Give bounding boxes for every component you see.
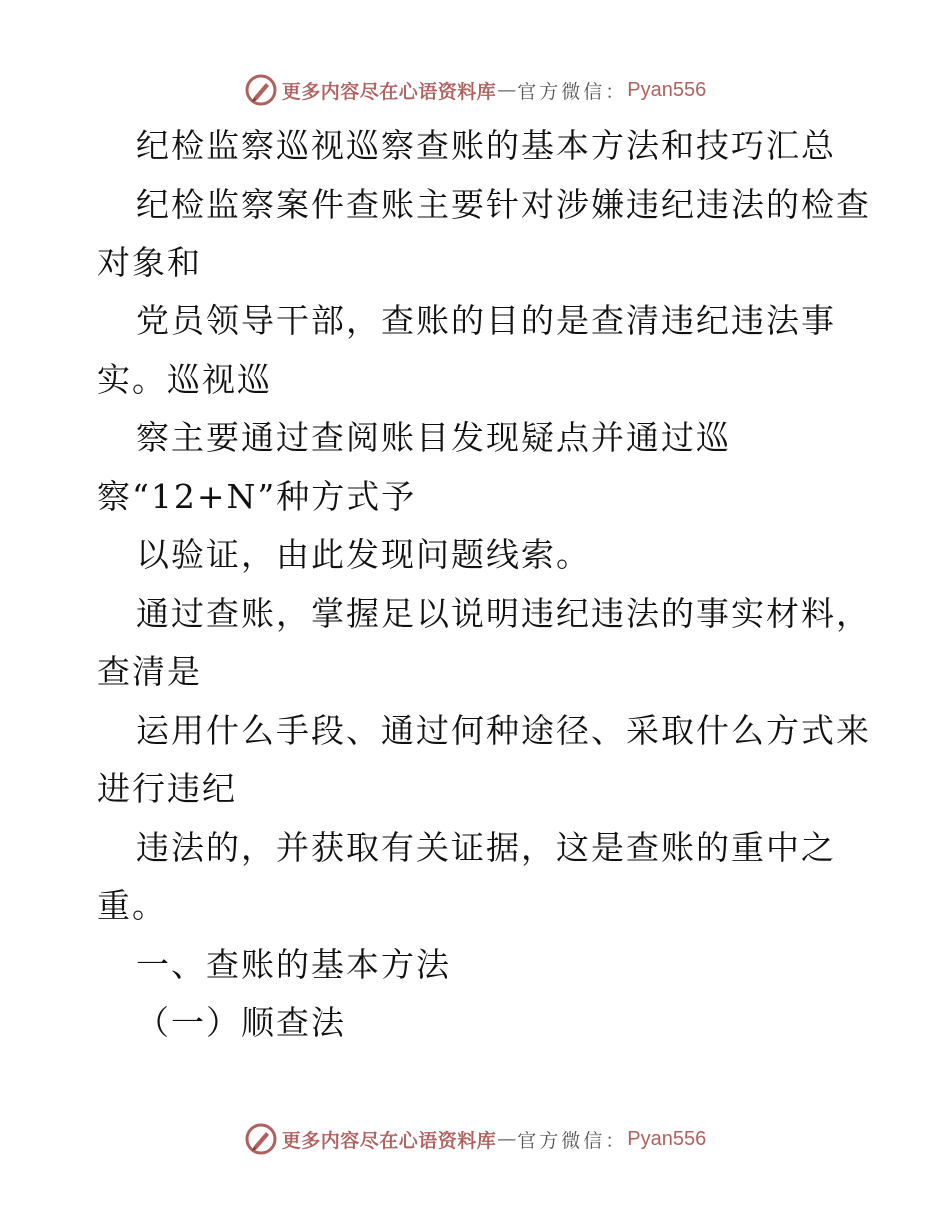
paragraph-line: 违法的，并获取有关证据，这是查账的重中之	[136, 828, 836, 867]
banner-separator: —	[497, 1128, 517, 1150]
banner-wechat-label: 官方微信：	[517, 80, 628, 103]
paragraph-line: 以验证，由此发现问题线索。	[136, 535, 591, 574]
footer-banner	[0, 1119, 950, 1159]
paragraph-line: 通过查账，掌握足以说明违纪违法的事实材料，	[136, 594, 871, 633]
paragraph-line: 纪检监察案件查账主要针对涉嫌违纪违法的检查	[136, 185, 871, 224]
paragraph-line: 查清是	[97, 652, 202, 691]
paragraph-line: 运用什么手段、通过何种途径、采取什么方式来	[136, 711, 871, 750]
paragraph-line: 进行违纪	[97, 769, 237, 808]
pen-logo-icon	[244, 1122, 278, 1156]
paragraph-line: 察主要通过查阅账目发现疑点并通过巡	[136, 418, 731, 457]
banner-title: 更多内容尽在心语资料库	[281, 80, 497, 103]
paragraph-line: 察“12+N”种方式予	[97, 477, 417, 516]
banner-wechat-id: Pyan556	[627, 1127, 707, 1150]
paragraph-line: 实。巡视巡	[97, 360, 272, 399]
paragraph-line: 对象和	[97, 243, 202, 282]
banner-title: 更多内容尽在心语资料库	[281, 1129, 497, 1152]
header-banner	[0, 70, 950, 110]
paragraph-line: 党员领导干部，查账的目的是查清违纪违法事	[136, 301, 836, 340]
pen-logo-icon	[244, 73, 278, 107]
document-title: 纪检监察巡视巡察查账的基本方法和技巧汇总	[136, 126, 836, 165]
paragraph-line: 重。	[97, 886, 167, 925]
banner-wechat-label: 官方微信：	[517, 1129, 628, 1152]
subsection-heading: （一）顺查法	[136, 1003, 346, 1042]
banner-separator: —	[497, 79, 517, 101]
banner-wechat-id: Pyan556	[627, 78, 707, 101]
section-heading: 一、查账的基本方法	[136, 945, 451, 984]
